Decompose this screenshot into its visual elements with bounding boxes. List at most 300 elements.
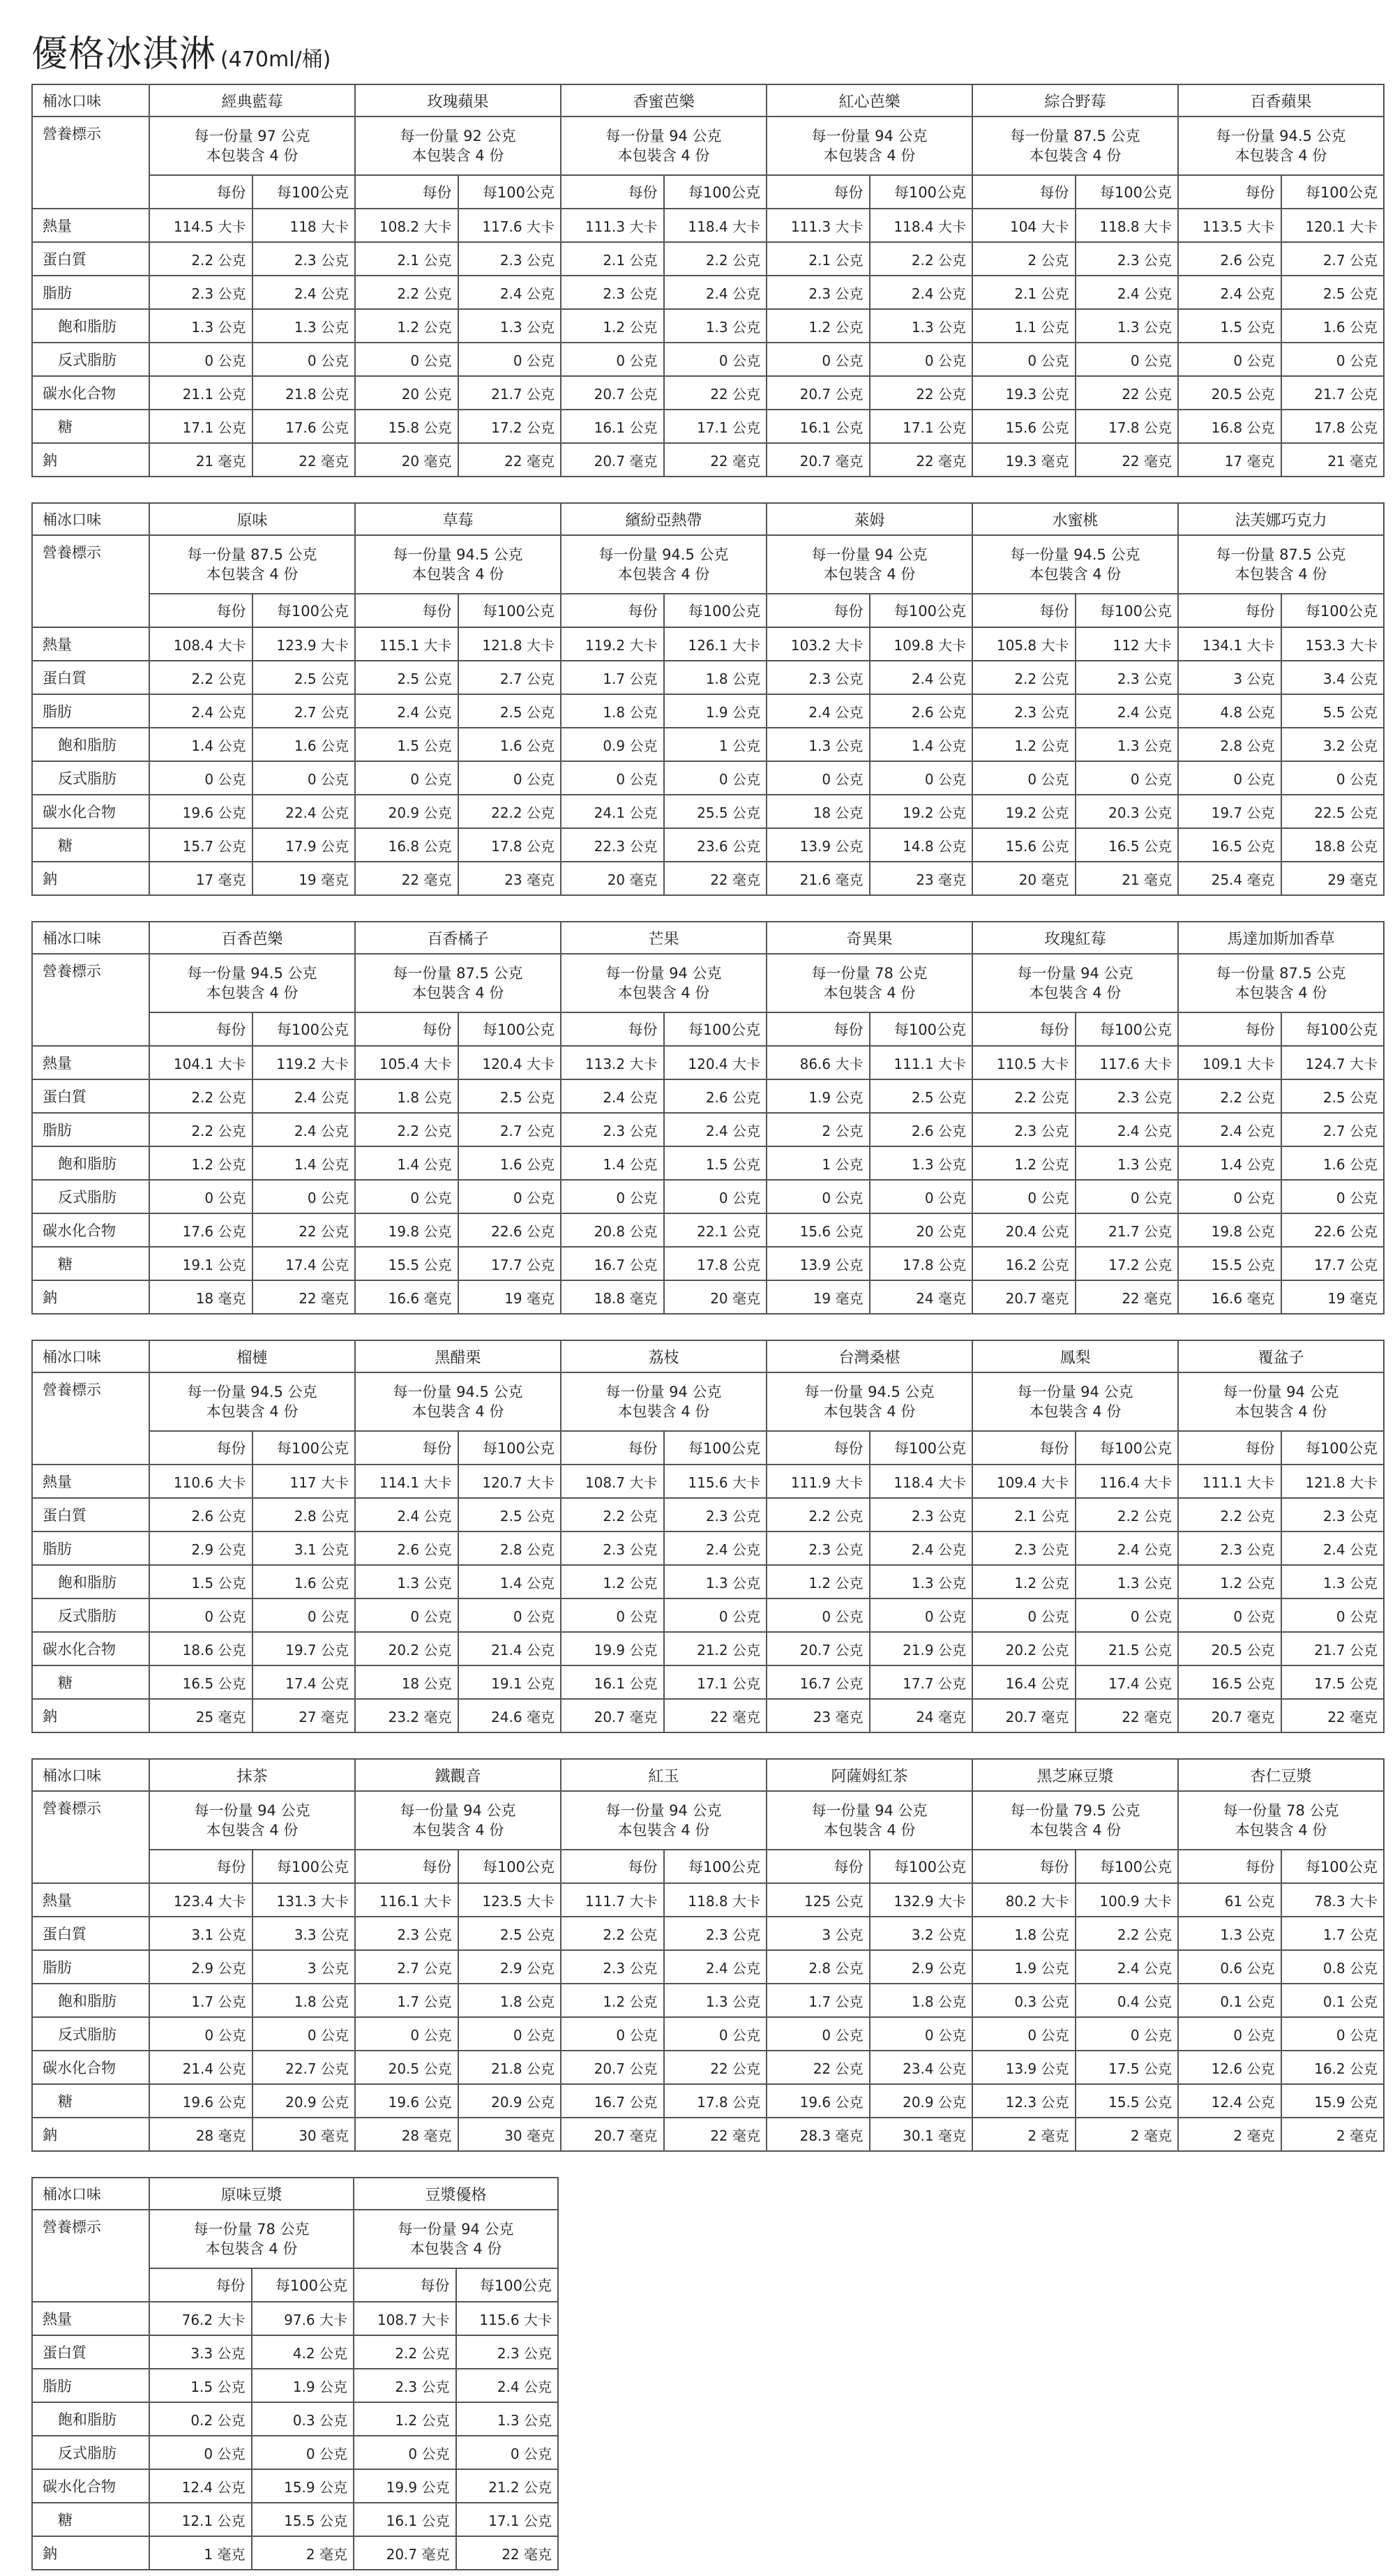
serving-size: 每一份量 94 公克 bbox=[398, 2221, 514, 2238]
value-per-100g: 22.7 公克 bbox=[252, 2051, 356, 2084]
value-per-serving: 2.2 公克 bbox=[149, 242, 252, 276]
serving-size: 每一份量 94 公克 bbox=[605, 965, 722, 982]
per-serving-header: 每份 bbox=[355, 175, 458, 209]
value-per-100g: 0 公克 bbox=[1076, 2017, 1179, 2051]
nutrient-label: 鈉 bbox=[32, 443, 149, 477]
value-per-serving: 19.6 公克 bbox=[149, 2084, 252, 2118]
per-serving-header: 每份 bbox=[767, 1850, 870, 1883]
value-per-serving: 2.3 公克 bbox=[767, 661, 870, 694]
value-per-100g: 1.6 公克 bbox=[252, 728, 356, 761]
value-per-serving: 110.5 大卡 bbox=[972, 1046, 1076, 1079]
value-per-100g: 2.4 公克 bbox=[870, 661, 973, 694]
flavor-name: 台灣桑椹 bbox=[767, 1340, 972, 1372]
per-100g-header: 每100公克 bbox=[252, 1431, 356, 1465]
value-per-serving: 0 公克 bbox=[561, 343, 664, 376]
nutrient-label: 反式脂肪 bbox=[32, 2017, 149, 2051]
servings-per-pack: 本包裝含 4 份 bbox=[1235, 1403, 1327, 1420]
value-per-serving: 20.7 毫克 bbox=[767, 443, 870, 477]
per-serving-header: 每份 bbox=[1178, 1431, 1281, 1465]
value-per-100g: 2.4 公克 bbox=[1076, 1532, 1179, 1565]
value-per-100g: 132.9 大卡 bbox=[870, 1883, 973, 1917]
value-per-100g: 97.6 大卡 bbox=[252, 2302, 354, 2335]
value-per-serving: 1.2 公克 bbox=[149, 1146, 252, 1180]
servings-per-pack: 本包裝含 4 份 bbox=[1029, 984, 1122, 1001]
value-per-serving: 19.6 公克 bbox=[149, 795, 252, 828]
value-per-100g: 17.8 公克 bbox=[1076, 410, 1179, 443]
value-per-100g: 19 毫克 bbox=[252, 862, 356, 895]
serving-row bbox=[32, 117, 1384, 175]
flavor-name: 法芙娜巧克力 bbox=[1178, 503, 1384, 535]
value-per-100g: 2.5 公克 bbox=[458, 1498, 561, 1532]
flavor-row bbox=[32, 1340, 1384, 1372]
value-per-serving: 16.5 公克 bbox=[149, 1665, 252, 1699]
value-per-serving: 2.3 公克 bbox=[972, 1532, 1076, 1565]
nutrient-label: 反式脂肪 bbox=[32, 343, 149, 376]
per-100g-header: 每100公克 bbox=[1076, 1431, 1179, 1465]
value-per-serving: 0 公克 bbox=[972, 2017, 1076, 2051]
value-per-100g: 2 毫克 bbox=[1281, 2118, 1385, 2151]
nutrient-label: 反式脂肪 bbox=[32, 2436, 149, 2469]
nutrient-row bbox=[32, 2436, 558, 2469]
nutrient-row bbox=[32, 1079, 1384, 1113]
value-per-100g: 0 公克 bbox=[252, 1598, 356, 1632]
flavor-name: 覆盆子 bbox=[1178, 1340, 1384, 1372]
value-per-serving: 28 毫克 bbox=[149, 2118, 252, 2151]
serving-info bbox=[1178, 1791, 1384, 1850]
value-per-serving: 16.5 公克 bbox=[1178, 1665, 1281, 1699]
nutrient-row bbox=[32, 2335, 558, 2369]
value-per-100g: 0 公克 bbox=[870, 343, 973, 376]
value-per-serving: 3 公克 bbox=[1178, 661, 1281, 694]
value-per-100g: 17.5 公克 bbox=[1281, 1665, 1385, 1699]
servings-per-pack: 本包裝含 4 份 bbox=[823, 984, 916, 1001]
value-per-serving: 16.7 公克 bbox=[561, 2084, 664, 2118]
serving-size: 每一份量 94 公克 bbox=[811, 128, 928, 144]
value-per-100g: 15.9 公克 bbox=[252, 2469, 354, 2503]
value-per-100g: 17.8 公克 bbox=[458, 828, 561, 862]
value-per-100g: 0 公克 bbox=[458, 1598, 561, 1632]
value-per-serving: 19 毫克 bbox=[767, 1280, 870, 1314]
nutrient-row bbox=[32, 1950, 1384, 1984]
value-per-100g: 0 公克 bbox=[664, 1180, 767, 1213]
nutrient-label: 脂肪 bbox=[32, 276, 149, 309]
value-per-serving: 0 公克 bbox=[561, 761, 664, 795]
value-per-serving: 2.1 公克 bbox=[561, 242, 664, 276]
nutrient-row bbox=[32, 343, 1384, 376]
value-per-100g: 21.5 公克 bbox=[1076, 1632, 1179, 1665]
value-per-100g: 17.4 公克 bbox=[252, 1247, 356, 1280]
value-per-serving: 2.2 公克 bbox=[1178, 1498, 1281, 1532]
flavor-name: 抹茶 bbox=[149, 1759, 355, 1791]
value-per-serving: 2.4 公克 bbox=[355, 694, 458, 728]
value-per-100g: 117.6 大卡 bbox=[458, 209, 561, 242]
value-per-serving: 15.5 公克 bbox=[355, 1247, 458, 1280]
nutrient-label: 熱量 bbox=[32, 209, 149, 242]
value-per-100g: 1.3 公克 bbox=[664, 1984, 767, 2017]
flavor-row bbox=[32, 922, 1384, 954]
value-per-serving: 1.2 公克 bbox=[355, 309, 458, 343]
serving-info bbox=[149, 1791, 355, 1850]
serving-row bbox=[32, 1791, 1384, 1850]
value-per-100g: 2.9 公克 bbox=[458, 1950, 561, 1984]
value-per-serving: 111.9 大卡 bbox=[767, 1465, 870, 1498]
serving-info bbox=[767, 1791, 972, 1850]
serving-size: 每一份量 87.5 公克 bbox=[393, 965, 523, 982]
value-per-serving: 1 毫克 bbox=[149, 2536, 252, 2570]
value-per-100g: 20 公克 bbox=[870, 1213, 973, 1247]
value-per-serving: 0 公克 bbox=[561, 1598, 664, 1632]
value-per-serving: 4.8 公克 bbox=[1178, 694, 1281, 728]
value-per-100g: 2.3 公克 bbox=[664, 1917, 767, 1950]
value-per-serving: 22 公克 bbox=[767, 2051, 870, 2084]
value-per-serving: 108.2 大卡 bbox=[355, 209, 458, 242]
nutrient-label: 脂肪 bbox=[32, 1950, 149, 1984]
value-per-serving: 0 公克 bbox=[561, 2017, 664, 2051]
value-per-100g: 17.4 公克 bbox=[252, 1665, 356, 1699]
value-per-100g: 23 毫克 bbox=[458, 862, 561, 895]
nutrition-table bbox=[31, 2177, 559, 2570]
serving-size: 每一份量 94 公克 bbox=[1017, 965, 1133, 982]
per-100g-header: 每100公克 bbox=[870, 1850, 973, 1883]
value-per-100g: 1.6 公克 bbox=[252, 1565, 356, 1598]
value-per-serving: 1.7 公克 bbox=[767, 1984, 870, 2017]
value-per-100g: 22 公克 bbox=[664, 376, 767, 410]
flavor-header: 桶冰口味 bbox=[32, 1759, 149, 1791]
nutrient-row bbox=[32, 1046, 1384, 1079]
value-per-serving: 17.6 公克 bbox=[149, 1213, 252, 1247]
value-per-serving: 20.7 公克 bbox=[767, 376, 870, 410]
serving-size: 每一份量 79.5 公克 bbox=[1010, 1802, 1140, 1819]
value-per-serving: 17 毫克 bbox=[1178, 443, 1281, 477]
value-per-serving: 21.6 毫克 bbox=[767, 862, 870, 895]
value-per-serving: 1.3 公克 bbox=[767, 728, 870, 761]
flavor-name: 黑芝麻豆漿 bbox=[972, 1759, 1178, 1791]
value-per-100g: 22.6 公克 bbox=[1281, 1213, 1385, 1247]
flavor-name: 水蜜桃 bbox=[972, 503, 1178, 535]
value-per-100g: 117 大卡 bbox=[252, 1465, 356, 1498]
value-per-100g: 17.9 公克 bbox=[252, 828, 356, 862]
value-per-100g: 22 毫克 bbox=[458, 443, 561, 477]
value-per-100g: 17.1 公克 bbox=[664, 1665, 767, 1699]
value-per-serving: 2.9 公克 bbox=[149, 1950, 252, 1984]
value-per-serving: 0 公克 bbox=[149, 1180, 252, 1213]
value-per-100g: 2.3 公克 bbox=[252, 242, 356, 276]
value-per-serving: 20.7 公克 bbox=[767, 1632, 870, 1665]
value-per-serving: 0 公克 bbox=[1178, 1598, 1281, 1632]
flavor-header: 桶冰口味 bbox=[32, 84, 149, 117]
value-per-100g: 20.9 公克 bbox=[870, 2084, 973, 2118]
value-per-100g: 1.7 公克 bbox=[1281, 1917, 1385, 1950]
value-per-serving: 24.1 公克 bbox=[561, 795, 664, 828]
serving-info bbox=[561, 954, 767, 1012]
value-per-serving: 0 公克 bbox=[561, 1180, 664, 1213]
nutrient-row bbox=[32, 1917, 1384, 1950]
value-per-100g: 2.2 公克 bbox=[1076, 1917, 1179, 1950]
value-per-100g: 2.4 公克 bbox=[1076, 276, 1179, 309]
value-per-serving: 20.4 公克 bbox=[972, 1213, 1076, 1247]
value-per-100g: 20.3 公克 bbox=[1076, 795, 1179, 828]
value-per-serving: 2.2 公克 bbox=[355, 276, 458, 309]
value-per-100g: 2.7 公克 bbox=[1281, 242, 1385, 276]
serving-info bbox=[767, 1372, 972, 1431]
flavor-name: 玫瑰蘋果 bbox=[355, 84, 561, 117]
value-per-serving: 0 公克 bbox=[355, 2017, 458, 2051]
value-per-serving: 1.8 公克 bbox=[355, 1079, 458, 1113]
value-per-serving: 1.9 公克 bbox=[972, 1950, 1076, 1984]
servings-per-pack: 本包裝含 4 份 bbox=[412, 1822, 504, 1839]
flavor-name: 草莓 bbox=[355, 503, 561, 535]
value-per-100g: 22 毫克 bbox=[870, 443, 973, 477]
value-per-100g: 17.1 公克 bbox=[456, 2503, 559, 2536]
value-per-100g: 116.4 大卡 bbox=[1076, 1465, 1179, 1498]
nutrient-label: 脂肪 bbox=[32, 1113, 149, 1146]
nutrient-label: 飽和脂肪 bbox=[32, 309, 149, 343]
value-per-serving: 111.1 大卡 bbox=[1178, 1465, 1281, 1498]
value-per-100g: 22 公克 bbox=[870, 376, 973, 410]
value-per-100g: 1.3 公克 bbox=[1076, 728, 1179, 761]
value-per-100g: 120.4 大卡 bbox=[664, 1046, 767, 1079]
flavor-name: 鐵觀音 bbox=[355, 1759, 561, 1791]
nutrient-row bbox=[32, 2503, 558, 2536]
value-per-100g: 0 公克 bbox=[252, 1180, 356, 1213]
value-per-serving: 0 公克 bbox=[149, 343, 252, 376]
value-per-serving: 12.1 公克 bbox=[149, 2503, 252, 2536]
value-per-serving: 0 公克 bbox=[149, 2436, 252, 2469]
value-per-serving: 2.3 公克 bbox=[972, 694, 1076, 728]
per-serving-header: 每份 bbox=[355, 1431, 458, 1465]
nutrient-row bbox=[32, 1984, 1384, 2017]
nutrition-label: 營養標示 bbox=[32, 535, 149, 627]
nutrition-table bbox=[31, 1758, 1385, 2152]
per-serving-header: 每份 bbox=[767, 175, 870, 209]
serving-size: 每一份量 94.5 公克 bbox=[393, 546, 523, 563]
value-per-serving: 2 毫克 bbox=[1178, 2118, 1281, 2151]
nutrition-label: 營養標示 bbox=[32, 2210, 149, 2302]
serving-size: 每一份量 94 公克 bbox=[605, 1384, 722, 1400]
value-per-serving: 2.2 公克 bbox=[972, 661, 1076, 694]
nutrition-table bbox=[31, 1340, 1385, 1733]
value-per-100g: 1.8 公克 bbox=[664, 661, 767, 694]
value-per-100g: 21.2 公克 bbox=[456, 2469, 559, 2503]
value-per-100g: 22 毫克 bbox=[664, 443, 767, 477]
value-per-serving: 20.5 公克 bbox=[1178, 376, 1281, 410]
value-per-serving: 20.7 公克 bbox=[561, 376, 664, 410]
value-per-serving: 25 毫克 bbox=[149, 1699, 252, 1732]
value-per-100g: 0 公克 bbox=[252, 2436, 354, 2469]
value-per-serving: 113.5 大卡 bbox=[1178, 209, 1281, 242]
value-per-100g: 0 公克 bbox=[664, 343, 767, 376]
flavor-name: 鳳梨 bbox=[972, 1340, 1178, 1372]
value-per-100g: 2.3 公克 bbox=[456, 2335, 559, 2369]
value-per-serving: 1.5 公克 bbox=[149, 1565, 252, 1598]
serving-info bbox=[355, 1372, 561, 1431]
nutrient-row bbox=[32, 1498, 1384, 1532]
value-per-serving: 15.8 公克 bbox=[355, 410, 458, 443]
value-per-100g: 153.3 大卡 bbox=[1281, 627, 1385, 661]
value-per-serving: 2.3 公克 bbox=[767, 276, 870, 309]
serving-size: 每一份量 94.5 公克 bbox=[804, 1384, 935, 1400]
value-per-100g: 2.6 公克 bbox=[870, 694, 973, 728]
serving-size: 每一份量 87.5 公克 bbox=[187, 546, 317, 563]
serving-size: 每一份量 87.5 公克 bbox=[1216, 965, 1346, 982]
value-per-serving: 2.6 公克 bbox=[149, 1498, 252, 1532]
serving-info bbox=[1178, 1372, 1384, 1431]
per-serving-header: 每份 bbox=[149, 1850, 252, 1883]
value-per-serving: 20.7 公克 bbox=[561, 2051, 664, 2084]
serving-info bbox=[972, 1372, 1178, 1431]
per-100g-header: 每100公克 bbox=[1076, 594, 1179, 627]
servings-per-pack: 本包裝含 4 份 bbox=[1235, 566, 1327, 583]
flavor-name: 百香芭樂 bbox=[149, 922, 355, 954]
value-per-100g: 1.5 公克 bbox=[664, 1146, 767, 1180]
value-per-serving: 108.4 大卡 bbox=[149, 627, 252, 661]
serving-size: 每一份量 87.5 公克 bbox=[1216, 546, 1346, 563]
value-per-100g: 0 公克 bbox=[1281, 1598, 1385, 1632]
value-per-100g: 2.4 公克 bbox=[252, 1079, 356, 1113]
per-100g-header: 每100公克 bbox=[458, 1012, 561, 1046]
value-per-serving: 0.9 公克 bbox=[561, 728, 664, 761]
value-per-100g: 22 毫克 bbox=[664, 1699, 767, 1732]
value-per-serving: 2.1 公克 bbox=[767, 242, 870, 276]
per-100g-header: 每100公克 bbox=[252, 594, 356, 627]
value-per-serving: 0 公克 bbox=[767, 343, 870, 376]
nutrient-label: 脂肪 bbox=[32, 694, 149, 728]
serving-size: 每一份量 94.5 公克 bbox=[393, 1384, 523, 1400]
value-per-100g: 5.5 公克 bbox=[1281, 694, 1385, 728]
value-per-serving: 1.5 公克 bbox=[355, 728, 458, 761]
flavor-name: 原味豆漿 bbox=[149, 2178, 354, 2210]
value-per-100g: 2.4 公克 bbox=[664, 1113, 767, 1146]
nutrition-label: 營養標示 bbox=[32, 954, 149, 1046]
value-per-serving: 16.1 公克 bbox=[561, 410, 664, 443]
nutrient-label: 反式脂肪 bbox=[32, 1180, 149, 1213]
nutrient-row bbox=[32, 2118, 1384, 2151]
value-per-serving: 19.6 公克 bbox=[767, 2084, 870, 2118]
value-per-serving: 16.8 公克 bbox=[355, 828, 458, 862]
value-per-100g: 1.6 公克 bbox=[1281, 309, 1385, 343]
nutrient-row bbox=[32, 2302, 558, 2335]
per-100g-header: 每100公克 bbox=[870, 594, 973, 627]
value-per-serving: 20.5 公克 bbox=[1178, 1632, 1281, 1665]
value-per-serving: 19.8 公克 bbox=[1178, 1213, 1281, 1247]
value-per-100g: 18.8 公克 bbox=[1281, 828, 1385, 862]
value-per-serving: 20.9 公克 bbox=[355, 795, 458, 828]
nutrition-label: 營養標示 bbox=[32, 117, 149, 209]
nutrient-label: 碳水化合物 bbox=[32, 1632, 149, 1665]
nutrient-label: 鈉 bbox=[32, 862, 149, 895]
value-per-serving: 2.2 公克 bbox=[149, 661, 252, 694]
value-per-serving: 2.7 公克 bbox=[355, 1950, 458, 1984]
value-per-serving: 23 毫克 bbox=[767, 1699, 870, 1732]
nutrient-row bbox=[32, 2084, 1384, 2118]
value-per-serving: 1.2 公克 bbox=[767, 1565, 870, 1598]
per-serving-header: 每份 bbox=[355, 594, 458, 627]
value-per-100g: 2.4 公克 bbox=[252, 1113, 356, 1146]
value-per-serving: 19.3 公克 bbox=[972, 376, 1076, 410]
value-per-100g: 30.1 毫克 bbox=[870, 2118, 973, 2151]
value-per-100g: 0 公克 bbox=[1076, 343, 1179, 376]
servings-per-pack: 本包裝含 4 份 bbox=[412, 984, 504, 1001]
value-per-serving: 18 毫克 bbox=[149, 1280, 252, 1314]
value-per-serving: 114.5 大卡 bbox=[149, 209, 252, 242]
flavor-header: 桶冰口味 bbox=[32, 2178, 149, 2210]
flavor-name: 阿薩姆紅茶 bbox=[767, 1759, 972, 1791]
nutrient-label: 飽和脂肪 bbox=[32, 1565, 149, 1598]
value-per-serving: 125 公克 bbox=[767, 1883, 870, 1917]
nutrient-label: 飽和脂肪 bbox=[32, 728, 149, 761]
per-serving-header: 每份 bbox=[1178, 1012, 1281, 1046]
value-per-100g: 2 毫克 bbox=[252, 2536, 354, 2570]
value-per-100g: 109.8 大卡 bbox=[870, 627, 973, 661]
nutrient-row bbox=[32, 1632, 1384, 1665]
value-per-serving: 2.2 公克 bbox=[972, 1079, 1076, 1113]
nutrient-label: 鈉 bbox=[32, 1280, 149, 1314]
value-per-100g: 17.1 公克 bbox=[664, 410, 767, 443]
value-per-serving: 1.2 公克 bbox=[972, 1565, 1076, 1598]
value-per-serving: 16.6 毫克 bbox=[355, 1280, 458, 1314]
serving-info bbox=[355, 954, 561, 1012]
value-per-serving: 25.4 毫克 bbox=[1178, 862, 1281, 895]
servings-per-pack: 本包裝含 4 份 bbox=[823, 566, 916, 583]
value-per-100g: 2.4 公克 bbox=[252, 276, 356, 309]
value-per-100g: 21.7 公克 bbox=[1076, 1213, 1179, 1247]
value-per-serving: 21 毫克 bbox=[149, 443, 252, 477]
per-serving-header: 每份 bbox=[561, 1012, 664, 1046]
serving-info bbox=[561, 1372, 767, 1431]
servings-per-pack: 本包裝含 4 份 bbox=[617, 147, 710, 164]
value-per-100g: 0 公克 bbox=[1281, 1180, 1385, 1213]
serving-size: 每一份量 78 公克 bbox=[1223, 1802, 1339, 1819]
flavor-name: 百香蘋果 bbox=[1178, 84, 1384, 117]
value-per-serving: 2.2 公克 bbox=[767, 1498, 870, 1532]
value-per-serving: 2.3 公克 bbox=[355, 1917, 458, 1950]
column-header-row bbox=[32, 175, 1384, 209]
value-per-serving: 1.1 公克 bbox=[972, 309, 1076, 343]
value-per-serving: 105.8 大卡 bbox=[972, 627, 1076, 661]
value-per-100g: 2.6 公克 bbox=[664, 1079, 767, 1113]
value-per-serving: 1.2 公克 bbox=[354, 2402, 456, 2436]
value-per-serving: 110.6 大卡 bbox=[149, 1465, 252, 1498]
value-per-100g: 2.5 公克 bbox=[1281, 1079, 1385, 1113]
value-per-serving: 2.6 公克 bbox=[355, 1532, 458, 1565]
serving-info bbox=[149, 535, 355, 594]
value-per-serving: 0 公克 bbox=[767, 2017, 870, 2051]
value-per-serving: 20.7 毫克 bbox=[1178, 1699, 1281, 1732]
servings-per-pack: 本包裝含 4 份 bbox=[823, 1403, 916, 1420]
value-per-serving: 2.5 公克 bbox=[355, 661, 458, 694]
flavor-name: 香蜜芭樂 bbox=[561, 84, 767, 117]
value-per-100g: 118 大卡 bbox=[252, 209, 356, 242]
nutrient-row bbox=[32, 694, 1384, 728]
value-per-serving: 20.8 公克 bbox=[561, 1213, 664, 1247]
value-per-100g: 123.9 大卡 bbox=[252, 627, 356, 661]
value-per-serving: 0 公克 bbox=[355, 1180, 458, 1213]
value-per-100g: 2.7 公克 bbox=[458, 1113, 561, 1146]
value-per-100g: 24 毫克 bbox=[870, 1280, 973, 1314]
value-per-serving: 22.3 公克 bbox=[561, 828, 664, 862]
flavor-name: 經典藍莓 bbox=[149, 84, 355, 117]
value-per-serving: 2.1 公克 bbox=[972, 1498, 1076, 1532]
flavor-name: 百香橘子 bbox=[355, 922, 561, 954]
value-per-100g: 17.8 公克 bbox=[870, 1247, 973, 1280]
per-serving-header: 每份 bbox=[561, 1850, 664, 1883]
value-per-100g: 22 毫克 bbox=[456, 2536, 559, 2570]
value-per-serving: 2 毫克 bbox=[972, 2118, 1076, 2151]
nutrient-label: 糖 bbox=[32, 828, 149, 862]
value-per-serving: 16.4 公克 bbox=[972, 1665, 1076, 1699]
nutrient-row bbox=[32, 2051, 1384, 2084]
value-per-100g: 17.8 公克 bbox=[664, 2084, 767, 2118]
